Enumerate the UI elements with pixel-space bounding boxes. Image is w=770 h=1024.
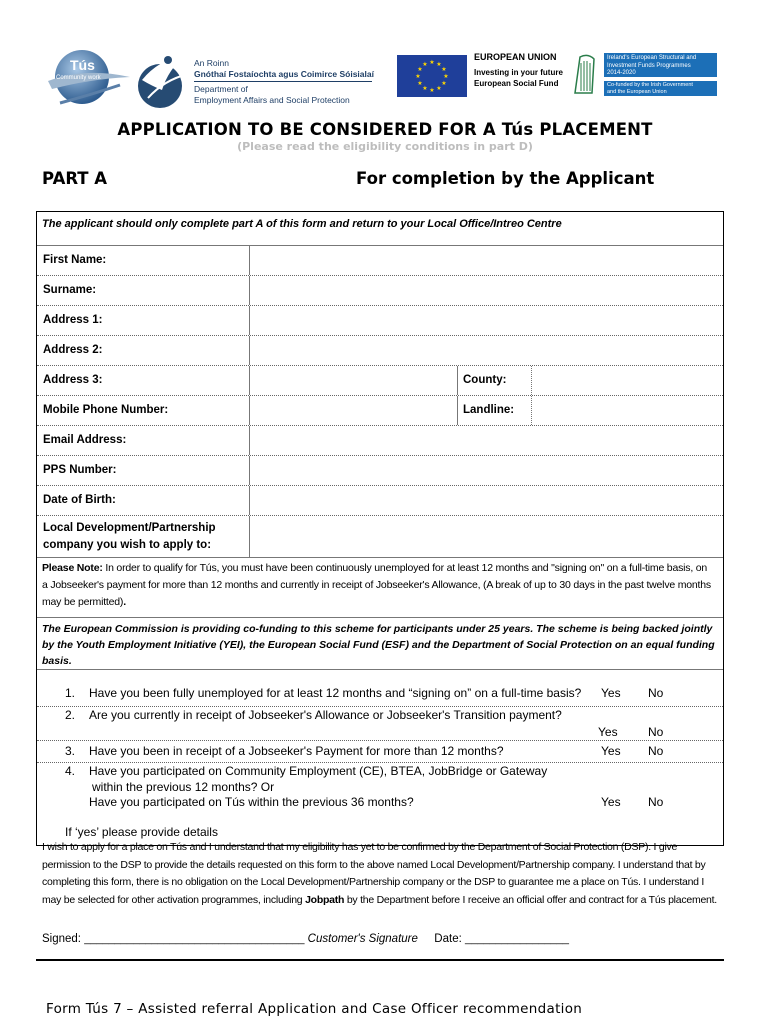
first-name-field[interactable] [250,246,723,275]
q4-text-line2: within the previous 12 months? Or [92,780,275,794]
address2-field[interactable] [250,336,723,365]
dept-irish-line2: Gnóthaí Fostaíochta agus Coimirce Sóisialaí [194,68,374,79]
q1-no-option[interactable]: No [648,686,664,700]
address2-label: Address 2: [43,344,103,356]
ie-line5: and the European Union [607,88,667,95]
page-subtitle: (Please read the eligibility conditions in part D) [237,140,533,153]
svg-text:★: ★ [436,61,442,68]
county-label: County: [463,374,507,386]
q3-yes-option[interactable]: Yes [601,744,621,758]
pps-field[interactable] [250,456,723,485]
dob-label: Date of Birth: [43,494,116,506]
department-logo [138,50,378,114]
date-label: Date: [434,933,462,945]
eligibility-note [42,560,712,611]
svg-text:★: ★ [443,73,449,80]
ie-line3: 2014-2020 [607,70,636,76]
surname-field[interactable] [250,276,723,305]
q1-text: Have you been fully unemployed for at least 12 months and “signing on” on a full-time basis? [89,686,582,700]
ldc-label-line1: Local Development/Partnership [43,522,216,534]
county-field[interactable] [532,366,723,395]
application-form [36,211,724,846]
completion-heading: For completion by the Applicant [356,169,655,188]
svg-text:★: ★ [441,80,447,87]
eu-line1: Investing in your future [474,68,563,77]
q4-text: Have you participated on Community Employment (CE), BTEA, JobBridge or Gateway [89,764,548,778]
q4-no-option[interactable]: No [648,795,664,809]
details-prompt: If ‘yes’ please provide details [65,825,218,839]
address1-field[interactable] [250,306,723,335]
q2-text: Are you currently in receipt of Jobseeker's Allowance or Jobseeker's Transition payment? [89,708,562,722]
tus-logo-tagline: Community work [56,75,101,81]
declaration-jobpath: Jobpath [305,893,345,906]
eu-text [474,52,574,89]
page-title: APPLICATION TO BE CONSIDERED FOR A Tús PLACEMENT [117,120,653,139]
pps-label: PPS Number: [43,464,117,476]
surname-label: Surname: [43,284,97,296]
signed-label: Signed: [42,933,82,945]
signature-row [42,933,569,945]
landline-field[interactable] [532,396,723,425]
eu-title: EUROPEAN UNION [474,52,557,62]
part-heading: PART A [42,169,108,188]
email-field[interactable] [250,426,723,455]
q2-number: 2. [65,708,76,722]
ie-line4: Co-funded by the Irish Government [607,82,693,88]
q2-no-option[interactable]: No [648,725,664,739]
declaration-text1: I wish to apply for a place on Tús and I understand that my eligibility has yet to be confirmed by the Department of Social Protection (DSP). I give permission to the DSP to provide the details requested on this form to the above named Local Development/Partnership company. I understand that by completing this form, there is no obligation on the Local Development/Partnership company or the DSP to guarantee me a place on Tús. I understand I may be selected for other activation programmes, including [42,841,706,906]
form-footer: Form Tús 7 – Assisted referral Application and Case Officer recommendation [46,1001,583,1017]
ec-funding-note: The European Commission is providing co-funding to this scheme for participants under 25 years. The scheme is being backed jointly by the Youth Employment Initiative (YEI), the European Social Fund (ESF) and the Department of Social Protection on an equal funding basis. [42,623,715,667]
q1-yes-option[interactable]: Yes [601,686,621,700]
landline-label: Landline: [463,404,515,416]
note-label: Please Note: [42,562,103,574]
svg-text:★: ★ [422,61,428,68]
q3-text: Have you been in receipt of a Jobseeker's Payment for more than 12 months? [89,744,504,758]
tus-logo-name: Tús [70,57,95,73]
signature-line[interactable]: ____________________________________ [84,933,305,945]
svg-text:★: ★ [417,66,423,73]
ie-line2: Investment Funds Programmes [607,62,691,69]
eu-flag-icon [397,55,467,97]
svg-text:★: ★ [417,80,423,87]
q2-yes-option[interactable]: Yes [598,725,618,739]
svg-text:★: ★ [429,59,435,66]
svg-text:★: ★ [415,73,421,80]
dept-english-line1: Department of [194,84,248,94]
dept-irish-line1: An Roinn [194,58,229,68]
address3-label: Address 3: [43,374,103,386]
eu-line2: European Social Fund [474,79,559,88]
mobile-label: Mobile Phone Number: [43,404,169,416]
q1-number: 1. [65,686,76,700]
ie-line1: Ireland's European Structural and [607,55,697,61]
declaration [42,839,722,909]
first-name-label: First Name: [43,254,107,266]
address1-label: Address 1: [43,314,103,326]
q4-yes-option[interactable]: Yes [601,795,621,809]
ldc-field[interactable] [250,516,723,557]
q4-text-line3: Have you participated on Tús within the previous 36 months? [89,795,414,809]
q3-number: 3. [65,744,76,758]
ldc-label-line2: company you wish to apply to: [43,539,212,551]
svg-text:★: ★ [422,85,428,92]
mobile-field[interactable] [250,396,456,425]
q3-no-option[interactable]: No [648,744,664,758]
ireland-funds-logo [570,53,718,97]
svg-text:★: ★ [429,87,435,94]
dob-field[interactable] [250,486,723,515]
address3-field[interactable] [250,366,456,395]
note-text: In order to qualify for Tús, you must have been continuously unemployed for at least 12 months and "signing on" on a full-time basis, on a Jobseeker's payment for more than 12 months and currently in receipt of Jobseeker's Allowance, (A break of up to 30 days in the past twelve months may be permitted) [42,562,711,608]
q4-number: 4. [65,764,76,778]
declaration-text2: by the Department before I receive an official offer and contract for a Tús placement. [344,893,717,906]
date-line[interactable]: _________________ [465,933,570,945]
email-label: Email Address: [43,434,127,446]
svg-text:★: ★ [441,66,447,73]
form-intro: The applicant should only complete part A of this form and return to your Local Office/Intreo Centre [42,218,562,230]
dept-english-line2: Employment Affairs and Social Protection [194,94,350,105]
bottom-divider [36,959,724,961]
customer-signature-label: Customer's Signature [307,933,418,945]
svg-text:★: ★ [436,85,442,92]
note-end: . [123,596,126,608]
tus-logo [40,45,132,113]
